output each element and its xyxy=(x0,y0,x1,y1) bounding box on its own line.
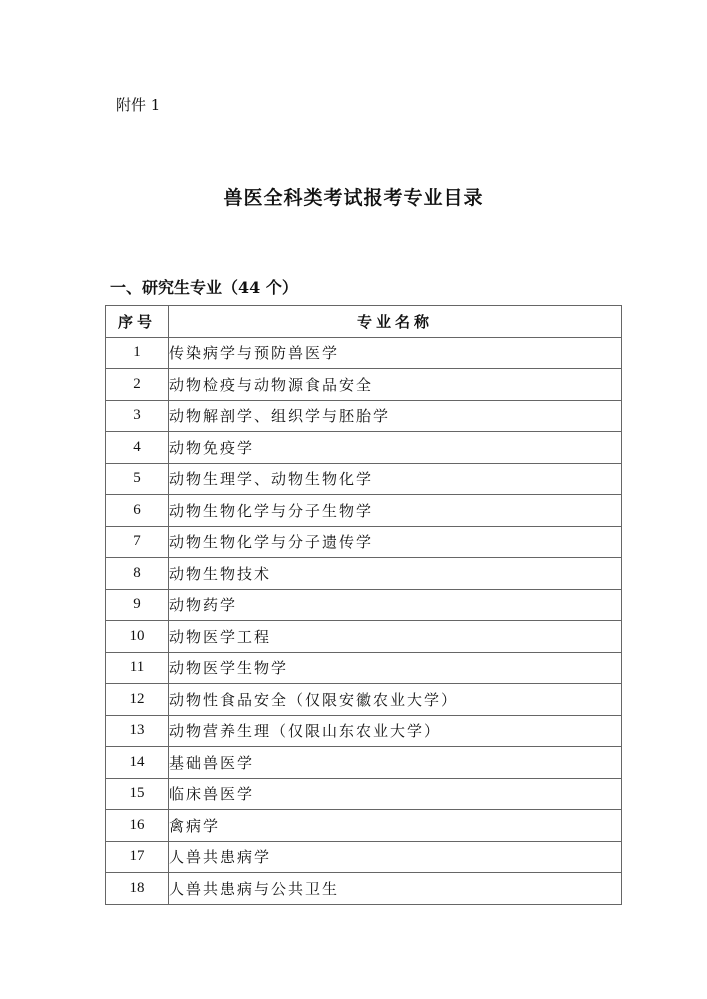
table-row xyxy=(106,369,622,401)
table-row xyxy=(106,778,622,810)
major-name: 基础兽医学 xyxy=(169,747,622,779)
row-index: 10 xyxy=(106,621,169,653)
table-row xyxy=(106,747,622,779)
table-row xyxy=(106,621,622,653)
table-row xyxy=(106,652,622,684)
row-index: 5 xyxy=(106,463,169,495)
row-index: 8 xyxy=(106,558,169,590)
table-row xyxy=(106,715,622,747)
major-name: 动物免疫学 xyxy=(169,432,622,464)
row-index: 6 xyxy=(106,495,169,527)
row-index: 17 xyxy=(106,841,169,873)
column-header-index: 序号 xyxy=(106,306,169,338)
major-name: 动物营养生理（仅限山东农业大学） xyxy=(169,715,622,747)
table-row xyxy=(106,400,622,432)
major-name: 临床兽医学 xyxy=(169,778,622,810)
table-row xyxy=(106,463,622,495)
document-title: 兽医全科类考试报考专业目录 xyxy=(223,187,484,209)
major-name: 动物生物化学与分子生物学 xyxy=(169,495,622,527)
row-index: 14 xyxy=(106,747,169,779)
table-row xyxy=(106,841,622,873)
table-row xyxy=(106,432,622,464)
row-index: 18 xyxy=(106,873,169,905)
major-name: 禽病学 xyxy=(169,810,622,842)
row-index: 12 xyxy=(106,684,169,716)
major-name: 动物医学生物学 xyxy=(169,652,622,684)
table-row xyxy=(106,873,622,905)
major-name: 动物性食品安全（仅限安徽农业大学） xyxy=(169,684,622,716)
major-name: 人兽共患病学 xyxy=(169,841,622,873)
major-name: 人兽共患病与公共卫生 xyxy=(169,873,622,905)
column-header-name: 专业名称 xyxy=(169,306,622,338)
major-name: 动物生物技术 xyxy=(169,558,622,590)
table-row xyxy=(106,810,622,842)
major-name: 动物检疫与动物源食品安全 xyxy=(169,369,622,401)
major-name: 动物解剖学、组织学与胚胎学 xyxy=(169,400,622,432)
row-index: 11 xyxy=(106,652,169,684)
row-index: 3 xyxy=(106,400,169,432)
row-index: 7 xyxy=(106,526,169,558)
major-name: 动物生物化学与分子遗传学 xyxy=(169,526,622,558)
row-index: 15 xyxy=(106,778,169,810)
table-row xyxy=(106,526,622,558)
major-table xyxy=(105,305,622,905)
row-index: 1 xyxy=(106,337,169,369)
table-row xyxy=(106,684,622,716)
major-name: 动物药学 xyxy=(169,589,622,621)
attachment-label: 附件 1 xyxy=(116,96,161,114)
table-row xyxy=(106,495,622,527)
row-index: 13 xyxy=(106,715,169,747)
section-heading: 一、研究生专业（44 个） xyxy=(110,278,298,297)
table-header-row xyxy=(106,306,622,338)
table-row xyxy=(106,589,622,621)
major-name: 传染病学与预防兽医学 xyxy=(169,337,622,369)
row-index: 2 xyxy=(106,369,169,401)
major-name: 动物医学工程 xyxy=(169,621,622,653)
major-name: 动物生理学、动物生物化学 xyxy=(169,463,622,495)
row-index: 4 xyxy=(106,432,169,464)
table-row xyxy=(106,337,622,369)
table-row xyxy=(106,558,622,590)
row-index: 9 xyxy=(106,589,169,621)
row-index: 16 xyxy=(106,810,169,842)
